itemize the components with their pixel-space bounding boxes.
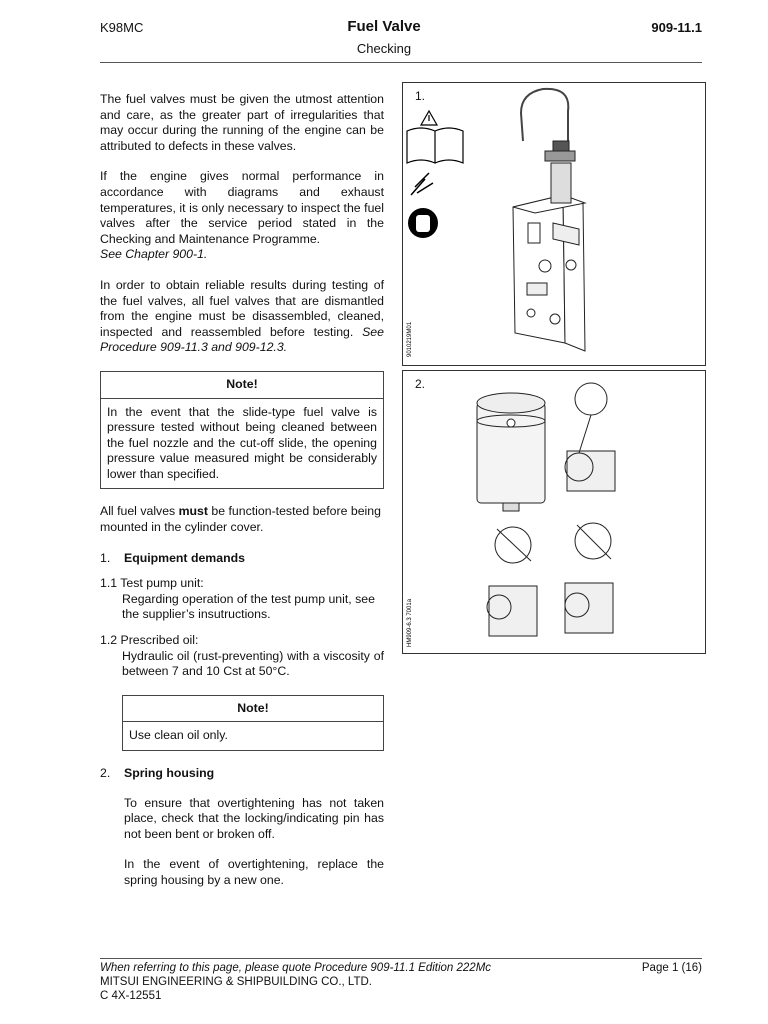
note-box-slide-valve: [100, 371, 384, 490]
footer-code: C 4X-12551: [100, 990, 162, 1002]
section-title: Spring housing: [124, 766, 215, 780]
spring-housing-illustration: [403, 371, 705, 653]
text-part: be function-tested before being mounted in the cylinder cover.: [100, 504, 381, 535]
tool-icon: [411, 173, 433, 195]
note-heading: Note!: [123, 696, 383, 723]
section-number: 2.: [100, 766, 111, 780]
subsection-heading: 1.1 Test pump unit:: [100, 576, 204, 591]
test-pump-illustration: [403, 83, 705, 365]
paragraph-function-test: [100, 504, 384, 535]
note-heading: Note!: [101, 372, 383, 399]
glove-icon: [408, 208, 438, 238]
main-text-column: [100, 92, 384, 904]
subsection-body: Regarding operation of the test pump unit, see the supplier’s insutructions.: [122, 591, 375, 622]
figure-code: HM909-6.3 7001a: [407, 598, 413, 647]
paragraph-replace-housing: In the event of overtightening, replace the spring housing by a new one.: [124, 857, 384, 887]
procedure-number: 909-11.1: [651, 20, 702, 35]
text-part: All fuel valves: [100, 504, 179, 519]
figure-number: 1.: [415, 89, 426, 103]
paragraph-intro: The fuel valves must be given the utmost attention and care, as the greater part of irregularities that may occur during the running of the engine can be attributed to defects in these valves.: [100, 92, 384, 153]
subsection-heading: 1.2 Prescribed oil:: [100, 633, 199, 648]
spring-housing-drawing: [477, 393, 545, 511]
section-heading-spring-housing: [100, 766, 384, 782]
subsection-test-pump: [100, 576, 384, 623]
detail-bent-right: [565, 523, 613, 633]
page-subtitle: Checking: [356, 41, 412, 56]
subsection-prescribed-oil: [100, 633, 384, 680]
chapter-reference: See Chapter 900-1.: [100, 247, 208, 262]
header-rule: [100, 62, 702, 63]
section-heading-equipment: [100, 551, 384, 567]
header-engine: K98MC: [100, 20, 144, 35]
paragraph-performance: [100, 169, 384, 263]
figure-code: 9010219M01: [407, 321, 413, 357]
footer-rule: [100, 958, 702, 959]
manual-warning-icon: [407, 111, 463, 163]
emphasis-must: must: [178, 504, 208, 519]
detail-bent-left: [487, 527, 537, 636]
paragraph-performance-text: If the engine gives normal performance in accordance with diagrams and exhaust temperatures, it is only necessary to inspect the fuel valves after the service period stated in the Checking and Maintenance Programme.: [100, 169, 384, 246]
paragraph-testing-text: In order to obtain reliable results during testing of the fuel valves, all fuel valves that are dismantled from the engine must be disassembled, cleaned, inspected and reassembled before testing.: [100, 277, 384, 339]
page-title: Fuel Valve: [347, 18, 421, 35]
figure-number: 2.: [415, 377, 426, 391]
subsection-body: Hydraulic oil (rust-preventing) with a viscosity of between 7 and 10 Cst at 50°C.: [122, 648, 384, 679]
figure-1-test-pump: [402, 82, 706, 366]
footer-company: MITSUI ENGINEERING & SHIPBUILDING CO., LTD.: [100, 976, 372, 988]
section-title: Equipment demands: [124, 550, 245, 565]
paragraph-testing: [100, 278, 384, 356]
footer-reference: When referring to this page, please quote Procedure 909-11.1 Edition 222Mc: [100, 962, 492, 974]
note-box-clean-oil: [122, 695, 384, 751]
page-number: Page 1 (16): [641, 962, 702, 974]
paragraph-overtightening-check: To ensure that overtightening has not taken place, check that the locking/indicating pin has not been bent or broken off.: [124, 795, 384, 841]
figure-2-spring-housing: [402, 370, 706, 654]
detail-ok-top: [565, 383, 615, 491]
pump-cabinet: [513, 141, 585, 351]
note-body: Use clean oil only.: [129, 728, 228, 743]
procedure-reference: See Procedure 909-11.3 and 909-12.3.: [100, 324, 384, 355]
note-body: In the event that the slide-type fuel valve is pressure tested without being cleaned between the fuel nozzle and the cut-off slide, the opening pressure value measured might be considerably lower than specified.: [107, 404, 377, 481]
section-number: 1.: [100, 550, 111, 565]
